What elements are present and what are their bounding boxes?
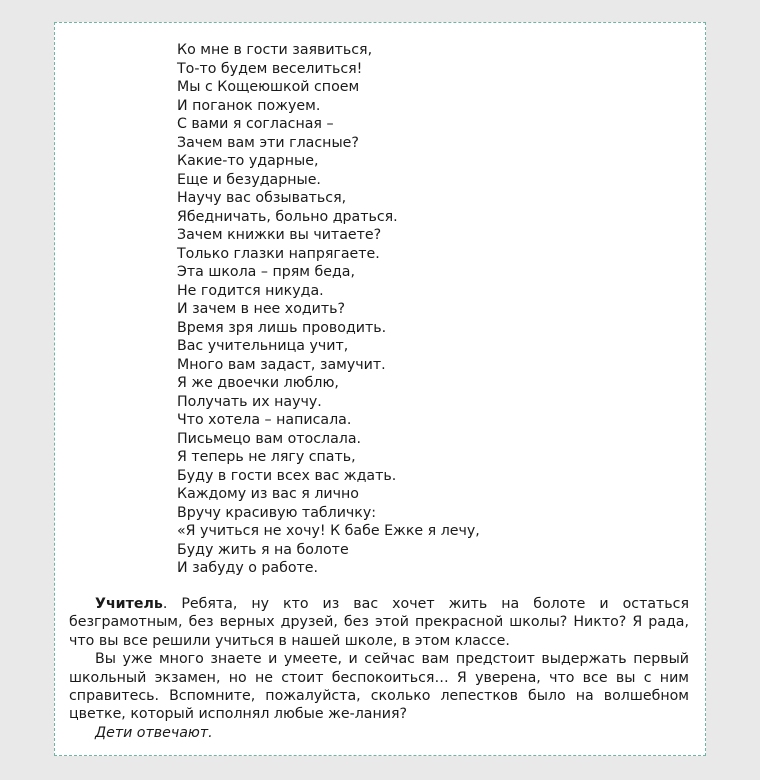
poem-line: То-то будем веселиться! — [177, 60, 363, 77]
poem-line: Получать их научу. — [177, 393, 322, 410]
poem-line: Ябедничать, больно драться. — [177, 208, 398, 225]
poem-line: Буду жить я на болоте — [177, 541, 349, 558]
poem-line: Зачем вам эти гласные? — [177, 134, 359, 151]
prose — [69, 595, 689, 742]
poem-line: Мы с Кощеюшкой споем — [177, 79, 360, 95]
poem-line: Зачем книжки вы читаете? — [177, 227, 382, 243]
poem-line: С вами я согласная – — [177, 116, 334, 132]
poem-line: Много вам задаст, замучит. — [177, 356, 386, 373]
poem-line: Каждому из вас я лично — [177, 486, 359, 502]
poem-line: Вас учительница учит, — [177, 338, 349, 354]
poem-line: Эта школа – прям беда, — [177, 264, 356, 280]
poem-line: И поганок пожуем. — [177, 97, 321, 114]
poem-line: Только глазки напрягаете. — [177, 245, 380, 262]
poem-line: И забуду о работе. — [177, 560, 319, 576]
poem-line: Какие-то ударные, — [177, 153, 319, 169]
poem-line: Письмецо вам отослала. — [177, 430, 362, 447]
poem-line: И зачем в нее ходить? — [177, 301, 346, 317]
poem-line: Я теперь не лягу спать, — [177, 449, 356, 465]
book-page — [54, 22, 706, 756]
stage-direction: Дети отвечают. — [95, 724, 213, 741]
paragraph-teacher — [69, 595, 689, 650]
poem — [177, 41, 657, 578]
poem-line: Научу вас обзываться, — [177, 190, 347, 206]
poem-line: Не годится никуда. — [177, 282, 324, 299]
poem-line: Вручу красивую табличку: — [177, 504, 377, 521]
poem-line: Ко мне в гости заявиться, — [177, 42, 373, 58]
poem-line: Буду в гости всех вас ждать. — [177, 467, 397, 484]
speaker-name: Учитель — [95, 596, 163, 612]
poem-line: «Я учиться не хочу! К бабе Ежке я лечу, — [177, 523, 480, 539]
poem-line: Я же двоечки люблю, — [177, 375, 339, 391]
poem-line: Еще и безударные. — [177, 171, 321, 188]
paragraph-exam: Вы уже много знаете и умеете, и сейчас вам предстоит выдержать первый школьный экзамен, но не стоит беспокоиться… Я уверена, что все вы с ним справитесь. Вспомните, пожалуйста, сколько лепестков было на волшебном цветке, который исполнял любые же-лания? — [69, 651, 689, 723]
poem-line: Что хотела – написала. — [177, 412, 352, 428]
poem-line: Время зря лишь проводить. — [177, 319, 387, 336]
paragraph-text: . Ребята, ну кто из вас хочет жить на болоте и остаться безграмотным, без верных друзей, без этой прекрасной школы? Никто? Я рада, что вы все решили учиться в нашей школе, в этом классе. — [69, 596, 689, 649]
